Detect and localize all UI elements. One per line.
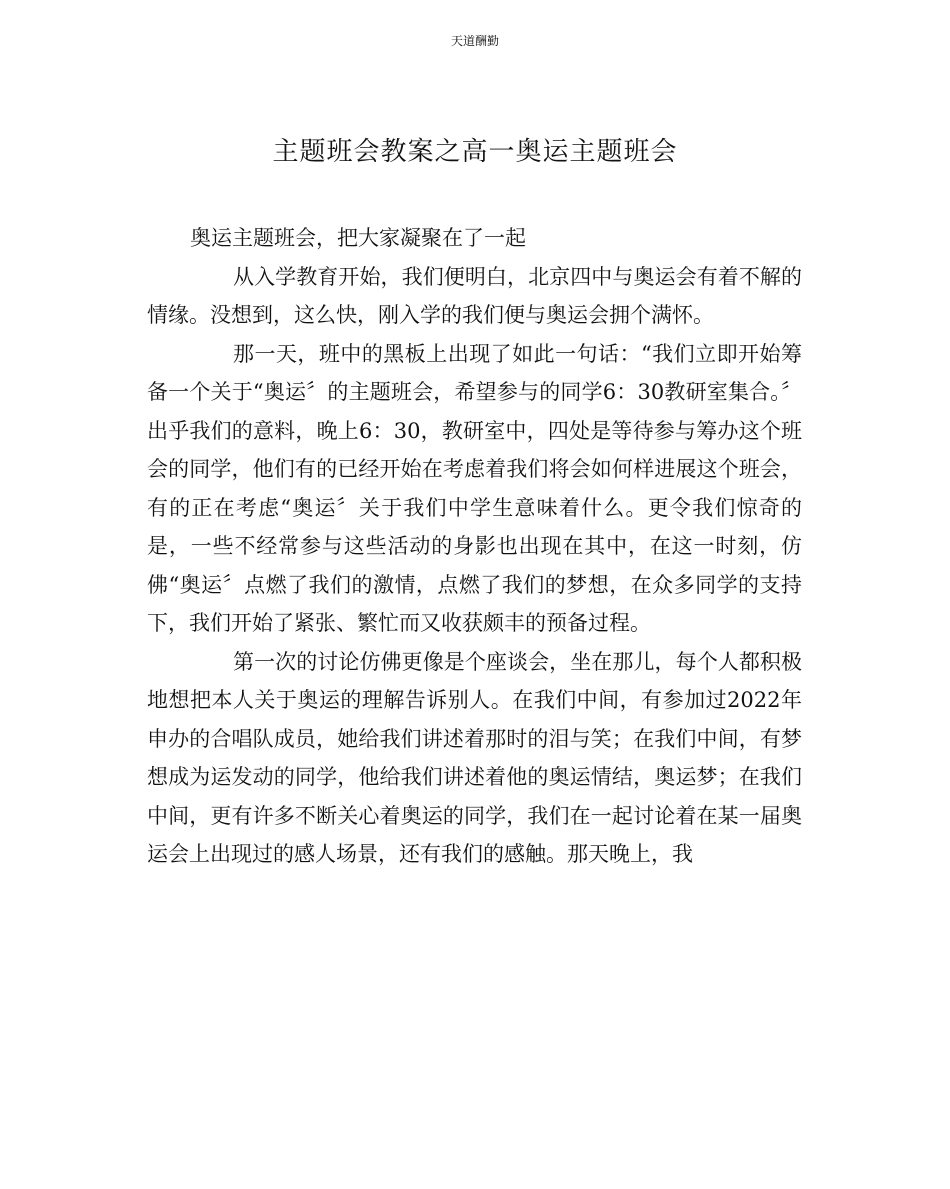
paragraph: 那一天，班中的黑板上出现了如此一句话：“我们立即开始筹备一个关于“奥运〞的主题班会，希望参与的同学6：30教研室集合。〞出乎我们的意料，晚上6：30，教研室中，四处是等待参与筹办这个班会的同学，他们有的已经开始在考虑着我们将会如何样进展这个班会，有的正在考虑“奥运〞关于我们中学生意味着什么。更令我们惊奇的是，一些不经常参与这些活动的身影也出现在其中，在这一时刻，仿佛“奥运〞点燃了我们的激情，点燃了我们的梦想，在众多同学的支持下，我们开始了紧张、繁忙而又收获颇丰的预备过程。 — [147, 341, 802, 635]
document-title: 主题班会教案之高一奥运主题班会 — [272, 137, 678, 167]
document-body — [147, 219, 802, 874]
page-header: 天道酬勤 — [450, 34, 499, 48]
subheading: 奥运主题班会，把大家凝聚在了一起 — [190, 226, 526, 250]
paragraph: 从入学教育开始，我们便明白，北京四中与奥运会有着不解的情缘。没想到，这么快，刚入学的我们便与奥运会拥个满怀。 — [147, 264, 802, 327]
paragraph: 第一次的讨论仿佛更像是个座谈会，坐在那儿，每个人都积极地想把本人关于奥运的理解告诉别人。在我们中间，有参加过2022年申办的合唱队成员，她给我们讲述着那时的泪与笑；在我们中间，有梦想成为运发动的同学，他给我们讲述着他的奥运情结，奥运梦；在我们中间，更有许多不断关心着奥运的同学，我们在一起讨论着在某一届奥运会上出现过的感人场景，还有我们的感触。那天晚上，我 — [147, 649, 802, 866]
